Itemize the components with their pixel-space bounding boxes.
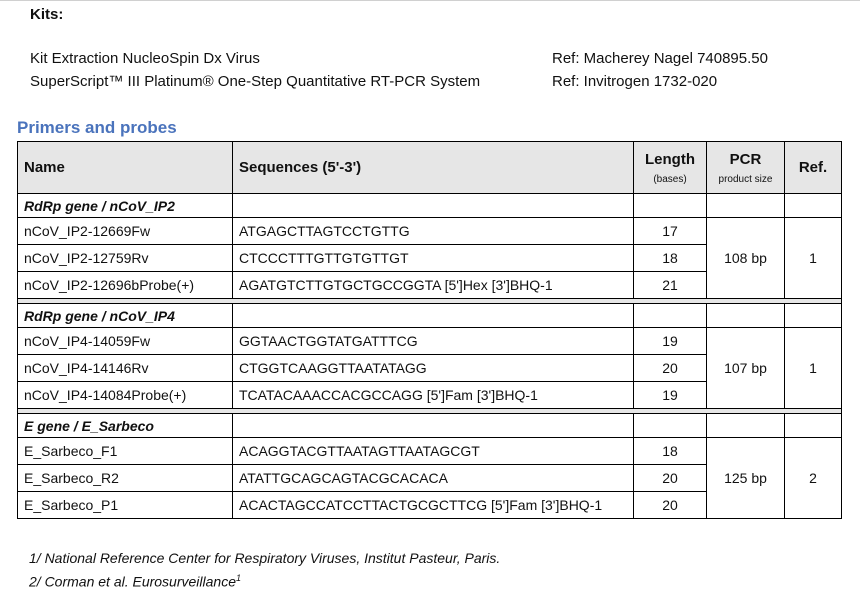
primer-sequence: ATATTGCAGCAGTACGCACACA [233, 465, 634, 492]
group-row [18, 414, 842, 438]
primer-sequence: ACAGGTACGTTAATAGTTAATAGCGT [233, 438, 634, 465]
primer-sequence: AGATGTCTTGTGCTGCCGGTA [5']Hex [3']BHQ-1 [233, 272, 634, 299]
kit-name: Kit Extraction NucleoSpin Dx Virus [30, 50, 260, 67]
primer-length: 21 [634, 272, 707, 299]
section-title: Primers and probes [17, 118, 177, 137]
group-row [18, 194, 842, 218]
header-ref: Ref. [785, 142, 842, 194]
pcr-size: 107 bp [707, 328, 785, 409]
primer-name: nCoV_IP4-14059Fw [18, 328, 233, 355]
header-pcr-label: PCR [729, 150, 762, 168]
header-pcr-sub: product size [718, 173, 773, 185]
primer-name: E_Sarbeco_R2 [18, 465, 233, 492]
footnote-2 [29, 568, 500, 592]
primer-name: nCoV_IP2-12669Fw [18, 218, 233, 245]
kit-ref: Ref: Macherey Nagel 740895.50 [552, 50, 768, 67]
ref-number: 1 [785, 328, 842, 409]
kits-heading: Kits: [30, 6, 64, 23]
primer-length: 18 [634, 245, 707, 272]
table-row [18, 328, 842, 355]
header-length [634, 142, 707, 194]
primer-name: nCoV_IP4-14146Rv [18, 355, 233, 382]
top-rule [0, 0, 860, 1]
kit-ref: Ref: Invitrogen 1732-020 [552, 73, 718, 90]
header-length-sub: (bases) [653, 173, 687, 185]
ref-number: 2 [785, 438, 842, 519]
primer-name: E_Sarbeco_P1 [18, 492, 233, 519]
group-row [18, 304, 842, 328]
kit-name: SuperScript™ III Platinum® One-Step Quantitative RT-PCR System [30, 73, 481, 90]
header-pcr [707, 142, 785, 194]
primer-length: 19 [634, 382, 707, 409]
primer-length: 20 [634, 355, 707, 382]
footnote-1: 1/ National Reference Center for Respiratory Viruses, Institut Pasteur, Paris. [29, 550, 501, 566]
primer-sequence: TCATACAAACCACGCCAGG [5']Fam [3']BHQ-1 [233, 382, 634, 409]
pcr-size: 125 bp [707, 438, 785, 519]
header-name: Name [18, 142, 233, 194]
table-header-row [18, 142, 842, 194]
group-title: E gene / E_Sarbeco [18, 414, 233, 438]
group-title: RdRp gene / nCoV_IP4 [18, 304, 233, 328]
primer-sequence: ATGAGCTTAGTCCTGTTG [233, 218, 634, 245]
pcr-size: 108 bp [707, 218, 785, 299]
table-row [18, 218, 842, 245]
primer-length: 20 [634, 492, 707, 519]
primer-name: nCoV_IP2-12696bProbe(+) [18, 272, 233, 299]
header-sequences: Sequences (5'-3') [233, 142, 634, 194]
group-title: RdRp gene / nCoV_IP2 [18, 194, 233, 218]
footnote-2-text: 2/ Corman et al. Eurosurveillance [29, 573, 236, 590]
primer-sequence: GGTAACTGGTATGATTTCG [233, 328, 634, 355]
table-row [18, 438, 842, 465]
ref-number: 1 [785, 218, 842, 299]
primer-length: 19 [634, 328, 707, 355]
primer-sequence: CTCCCTTTGTTGTGTTGT [233, 245, 634, 272]
primer-name: nCoV_IP4-14084Probe(+) [18, 382, 233, 409]
primer-name: nCoV_IP2-12759Rv [18, 245, 233, 272]
primer-sequence: CTGGTCAAGGTTAATATAGG [233, 355, 634, 382]
header-length-label: Length [645, 150, 695, 168]
primers-table [17, 141, 842, 519]
primer-sequence: ACACTAGCCATCCTTACTGCGCTTCG [5']Fam [3']BHQ-1 [233, 492, 634, 519]
footnote-2-sup: 1 [236, 573, 242, 583]
primer-name: E_Sarbeco_F1 [18, 438, 233, 465]
primer-length: 17 [634, 218, 707, 245]
primer-length: 20 [634, 465, 707, 492]
footnotes [29, 548, 500, 592]
primer-length: 18 [634, 438, 707, 465]
